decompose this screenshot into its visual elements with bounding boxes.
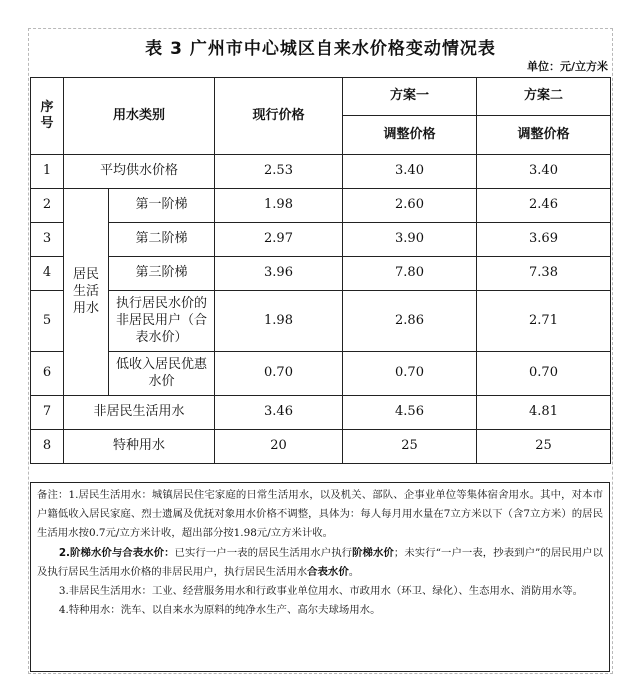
row-no: 2 (31, 189, 64, 223)
row-plan1: 4.56 (343, 396, 477, 430)
row-current: 3.46 (215, 396, 343, 430)
table-row (31, 291, 611, 352)
header-plan1: 方案一 (343, 78, 477, 116)
row-plan1: 2.60 (343, 189, 477, 223)
table-row (31, 396, 611, 430)
header-adjusted-2: 调整价格 (477, 116, 611, 155)
header-current: 现行价格 (215, 78, 343, 155)
row-plan1: 3.90 (343, 223, 477, 257)
resident-group-label: 居民生活用水 (64, 189, 109, 396)
row-current: 1.98 (215, 291, 343, 352)
row-label: 低收入居民优惠水价 (109, 352, 215, 396)
row-no: 3 (31, 223, 64, 257)
row-plan2: 4.81 (477, 396, 611, 430)
row-plan2: 3.69 (477, 223, 611, 257)
row-current: 3.96 (215, 257, 343, 291)
row-plan1: 7.80 (343, 257, 477, 291)
header-adjusted-1: 调整价格 (343, 116, 477, 155)
row-no: 6 (31, 352, 64, 396)
row-label: 第一阶梯 (109, 189, 215, 223)
row-current: 20 (215, 430, 343, 464)
row-plan1: 0.70 (343, 352, 477, 396)
row-plan1: 2.86 (343, 291, 477, 352)
note-2: 2.阶梯水价与合表水价：已实行一户一表的居民生活用水户执行阶梯水价；未实行“一户一表，抄表到户”的居民用户以及执行居民生活用水价格的非居民用户，执行居民生活用水合表水价。 (37, 546, 604, 578)
row-current: 2.97 (215, 223, 343, 257)
row-plan2: 7.38 (477, 257, 611, 291)
row-no: 4 (31, 257, 64, 291)
row-label: 非居民生活用水 (64, 396, 215, 430)
row-no: 5 (31, 291, 64, 352)
row-no: 7 (31, 396, 64, 430)
table-row (31, 223, 611, 257)
row-plan2: 3.40 (477, 155, 611, 189)
table-row (31, 257, 611, 291)
row-label: 第二阶梯 (109, 223, 215, 257)
row-plan1: 3.40 (343, 155, 477, 189)
header-category: 用水类别 (64, 78, 215, 155)
row-plan1: 25 (343, 430, 477, 464)
row-current: 1.98 (215, 189, 343, 223)
row-plan2: 2.46 (477, 189, 611, 223)
row-plan2: 25 (477, 430, 611, 464)
row-label: 执行居民水价的非居民用户（合表水价） (109, 291, 215, 352)
unit-label: 单位：元/立方米 (526, 60, 608, 73)
table-row (31, 189, 611, 223)
table-row (31, 430, 611, 464)
row-no: 1 (31, 155, 64, 189)
note-3: 3.非居民生活用水：工业、经营服务用水和行政事业单位用水、市政用水（环卫、绿化）、生态用水、消防用水等。 (58, 585, 584, 598)
table-row (31, 352, 611, 396)
header-no: 序号 (31, 78, 64, 155)
row-label: 平均供水价格 (64, 155, 215, 189)
row-no: 8 (31, 430, 64, 464)
notes-box (30, 482, 610, 672)
price-table (30, 77, 611, 464)
table-title: 表 3 广州市中心城区自来水价格变动情况表 (145, 39, 496, 59)
note-1: 备注：1.居民生活用水：城镇居民住宅家庭的日常生活用水，以及机关、部队、企事业单位等集体宿舍用水。其中，对本市户籍低收入居民家庭、烈士遗属及优抚对象用水价格不调整，具体为：每人每月用水量在7立方米以下（含7立方米）的居民生活用水按0.7元/立方米计收，超出部分按1.98元/立方米计收。 (37, 489, 603, 540)
row-plan2: 2.71 (477, 291, 611, 352)
row-current: 0.70 (215, 352, 343, 396)
table-row (31, 155, 611, 189)
row-label: 第三阶梯 (109, 257, 215, 291)
header-plan2: 方案二 (477, 78, 611, 116)
header-row (31, 78, 611, 116)
row-label: 特种用水 (64, 430, 215, 464)
row-current: 2.53 (215, 155, 343, 189)
row-plan2: 0.70 (477, 352, 611, 396)
note-4: 4.特种用水：洗车、以自来水为原料的纯净水生产、高尔夫球场用水。 (58, 604, 381, 617)
